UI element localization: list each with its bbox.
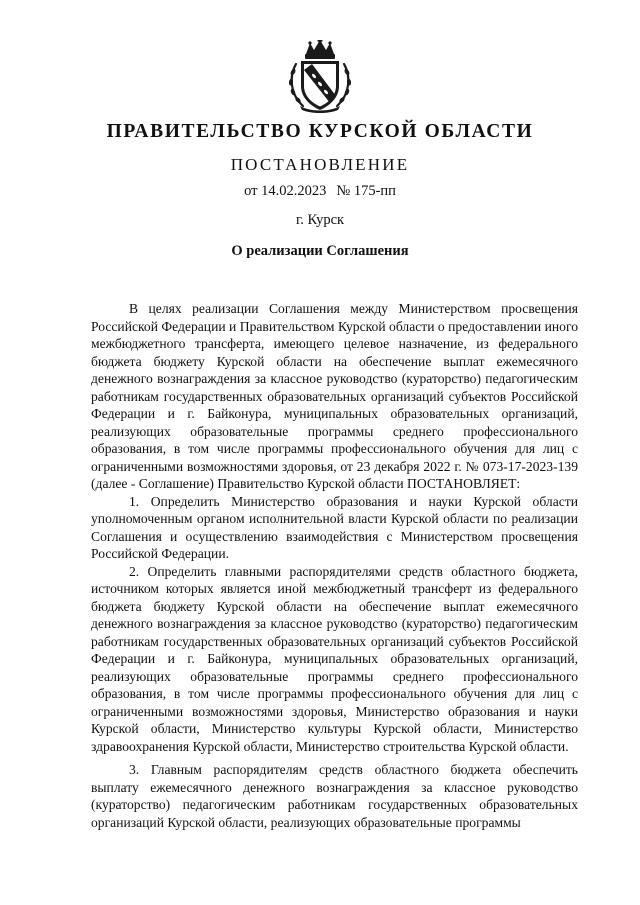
decree-body xyxy=(91,294,578,831)
paragraph-3: 3. Главным распорядителям средств областного бюджета обеспечить выплату ежемесячного денежного вознаграждения за классное руководство (кураторство) педагогическим работникам государственных образовательных организаций Курской области, реализующих образовательные программы xyxy=(91,762,578,830)
decree-date-line xyxy=(0,183,640,200)
decree-city: г. Курск xyxy=(295,212,345,228)
decree-subject: О реализации Соглашения xyxy=(231,243,409,259)
government-title: ПРАВИТЕЛЬСТВО КУРСКОЙ ОБЛАСТИ xyxy=(106,121,534,142)
decree-number: № 175-пп xyxy=(336,183,396,199)
decree-date: от 14.02.2023 xyxy=(244,183,327,199)
paragraph-1: 1. Определить Министерство образования и науки Курской области уполномоченным органом исполнительной власти Курской области по реализации Соглашения и осуществлению взаимодействия с Министерством просвещения Российской Федерации. xyxy=(91,493,578,561)
paragraph-2: 2. Определить главными распорядителями средств областного бюджета, источником которых является иной межбюджетный трансферт из федерального бюджета бюджету Курской области на обеспечение выплат ежемесячного денежного вознаграждения за классное руководство (кураторство) педагогическим работникам государственных образовательных организаций субъектов Российской Федерации и г. Байконура, муниципальных образовательных организаций, реализующих образовательные программы среднего профессионального образования, в том числе программы профессионального обучения для лиц с ограниченными возможностями здоровья, Министерство образования и науки Курской области, Министерство культуры Курской области, Министерство здравоохранения Курской области, Министерство строительства Курской области. xyxy=(91,563,578,754)
paragraph-preamble: В целях реализации Соглашения между Министерством просвещения Российской Федерации и Правительством Курской области о предоставлении иного межбюджетного трансферта, имеющего целевое назначение, из федерального бюджета бюджету Курской области на обеспечение выплат ежемесячного денежного вознаграждения за классное руководство (кураторство) педагогическим работникам государственных образовательных организаций субъектов Российской Федерации и г. Байконура, муниципальных образовательных организаций, реализующих образовательные программы среднего профессионального образования, в том числе программы профессионального обучения для лиц с ограниченными возможностями здоровья, от 23 декабря 2022 г. № 073-17-2023-139 (далее - Соглашение) Правительство Курской области ПОСТАНОВЛЯЕТ: xyxy=(91,301,578,491)
document-type: ПОСТАНОВЛЕНИЕ xyxy=(230,155,410,174)
kursk-coat-of-arms-icon xyxy=(283,40,357,114)
